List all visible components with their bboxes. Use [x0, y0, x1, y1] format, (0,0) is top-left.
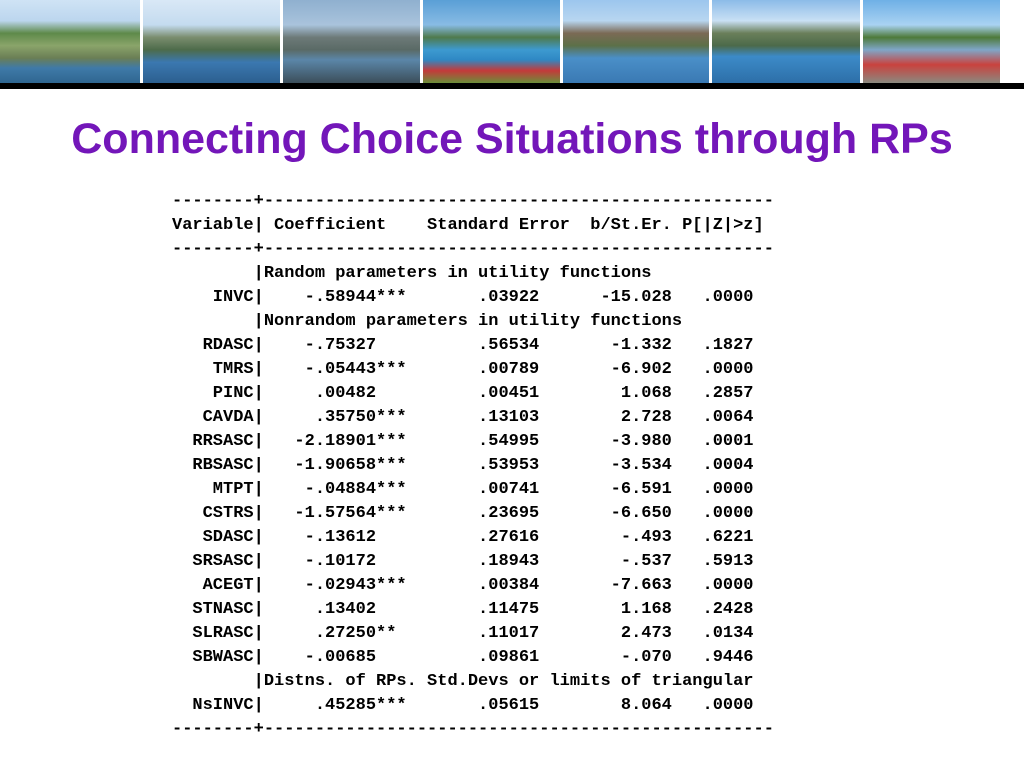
lake-promenade-photo — [283, 0, 420, 83]
lakeside-bench-photo — [863, 0, 1000, 83]
slide-title: Connecting Choice Situations through RPs — [71, 115, 953, 163]
output-separator: --------+-------------------------------------------------- — [172, 240, 774, 259]
output-row: CSTRS| -1.57564*** .23695 -6.650 .0000 — [172, 504, 754, 523]
output-row: NsINVC| .45285*** .05615 8.064 .0000 — [172, 696, 754, 715]
output-separator-top: --------+-------------------------------------------------- — [172, 192, 774, 211]
output-row: SDASC| -.13612 .27616 -.493 .6221 — [172, 528, 754, 547]
output-row: ACEGT| -.02943*** .00384 -7.663 .0000 — [172, 576, 754, 595]
lakeside-city-photo — [143, 0, 280, 83]
output-row: PINC| .00482 .00451 1.068 .2857 — [172, 384, 754, 403]
output-row: CAVDA| .35750*** .13103 2.728 .0064 — [172, 408, 754, 427]
output-row: MTPT| -.04884*** .00741 -6.591 .0000 — [172, 480, 754, 499]
banner-divider — [0, 83, 1024, 89]
mountain-lake-photo — [563, 0, 709, 83]
lake-valley-photo — [712, 0, 860, 83]
hillside-town-photo — [0, 0, 140, 83]
section-label: |Distns. of RPs. Std.Devs or limits of triangular — [172, 672, 754, 691]
photo-banner — [0, 0, 1024, 83]
output-row: STNASC| .13402 .11475 1.168 .2428 — [172, 600, 754, 619]
regression-output — [172, 190, 774, 742]
output-separator-bottom: --------+-------------------------------------------------- — [172, 720, 774, 739]
output-row: SBWASC| -.00685 .09861 -.070 .9446 — [172, 648, 754, 667]
section-label: |Random parameters in utility functions — [172, 264, 652, 283]
output-row: RRSASC| -2.18901*** .54995 -3.980 .0001 — [172, 432, 754, 451]
output-row: SLRASC| .27250** .11017 2.473 .0134 — [172, 624, 754, 643]
section-label: |Nonrandom parameters in utility functions — [172, 312, 683, 331]
output-row: SRSASC| -.10172 .18943 -.537 .5913 — [172, 552, 754, 571]
output-row: RBSASC| -1.90658*** .53953 -3.534 .0004 — [172, 456, 754, 475]
output-row: RDASC| -.75327 .56534 -1.332 .1827 — [172, 336, 754, 355]
output-row: INVC| -.58944*** .03922 -15.028 .0000 — [172, 288, 754, 307]
output-header: Variable| Coefficient Standard Error b/St.Er. P[|Z|>z] — [172, 216, 764, 235]
palm-garden-photo — [423, 0, 560, 83]
output-row: TMRS| -.05443*** .00789 -6.902 .0000 — [172, 360, 754, 379]
